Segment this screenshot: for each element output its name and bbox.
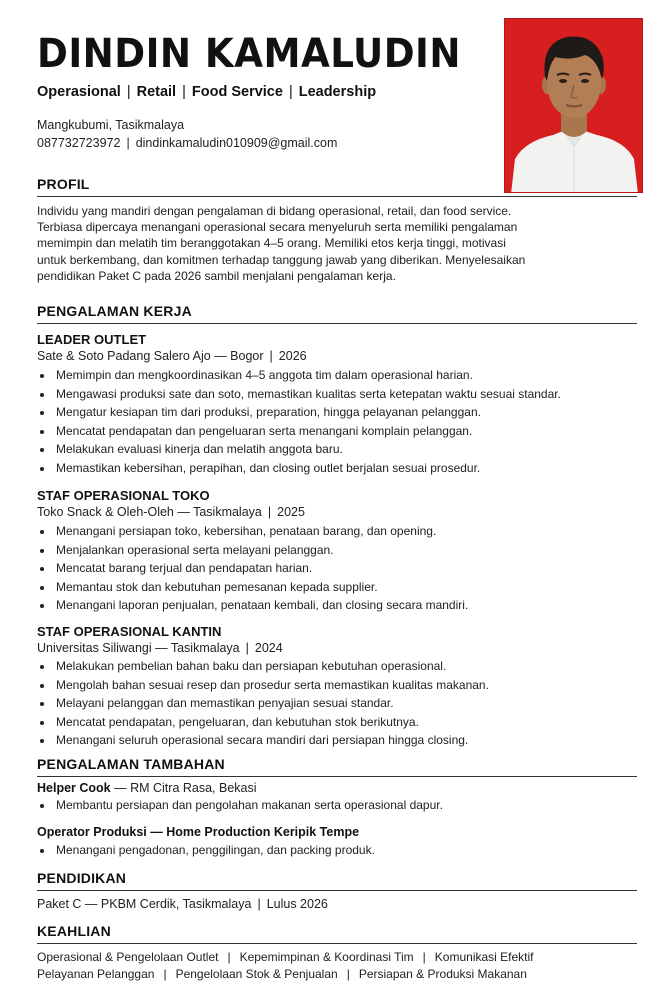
email-address: dindinkamaludin010909@gmail.com [135, 136, 338, 150]
candidate-name: DINDIN KAMALUDIN [37, 31, 461, 77]
list-item: Membantu persiapan dan pengolahan makanan serta operasional dapur. [37, 796, 443, 815]
location: Mangkubumi, Tasikmalaya [37, 118, 185, 132]
profile-line: memimpin dan melatih tim beranggotakan 4–5 orang. Memiliki etos kerja tinggi, motivasi [37, 236, 506, 251]
list-item: Mengatur kesiapan tim dari produksi, preparation, hingga pelayanan pelanggan. [37, 403, 561, 422]
role-item: Operasional [37, 84, 121, 100]
list-item: Mencatat pendapatan dan pengeluaran serta menangani komplain pelanggan. [37, 422, 561, 441]
extra-duties [37, 796, 443, 815]
job-year: 2025 [277, 505, 305, 519]
job-year: 2026 [278, 349, 307, 363]
section-title-skills: KEAHLIAN [37, 923, 637, 944]
extra-duties [37, 841, 375, 860]
education-line [37, 897, 328, 911]
extra-role: Operator Produksi — Home Production Keripik Tempe [37, 825, 360, 839]
list-item: Menangani laporan penjualan, penataan kembali, dan closing secara mandiri. [37, 596, 468, 615]
section-title-profil: PROFIL [37, 176, 637, 197]
skill-item: Komunikasi Efektif [434, 950, 534, 964]
job-company-line [37, 641, 283, 655]
list-item: Mencatat pendapatan, pengeluaran, dan kebutuhan stok berikutnya. [37, 713, 489, 732]
profile-line: untuk berkembang, dan komitmen terhadap tanggung jawab yang diberikan. Menyelesaikan [37, 252, 526, 267]
divider: | [227, 950, 231, 964]
divider: | [267, 505, 272, 519]
divider: | [346, 967, 350, 981]
list-item: Memantau stok dan kebutuhan pemesanan kepada supplier. [37, 578, 468, 597]
role-item: Retail [136, 84, 177, 100]
divider: | [288, 84, 293, 100]
job-company-line [37, 349, 307, 363]
education-status: Lulus 2026 [266, 897, 328, 911]
list-item: Mencatat barang terjual dan pendapatan harian. [37, 559, 468, 578]
divider: | [269, 349, 273, 363]
job-company: Sate & Soto Padang Salero Ajo — Bogor [37, 349, 264, 363]
divider: | [126, 136, 130, 150]
job-position: LEADER OUTLET [37, 332, 147, 347]
job-duties [37, 657, 489, 750]
skill-item: Persiapan & Produksi Makanan [358, 967, 527, 981]
profile-summary [37, 203, 547, 284]
portrait-illustration [505, 19, 643, 193]
list-item: Melayani pelanggan dan memastikan penyajian sesuai standar. [37, 694, 489, 713]
list-item: Melakukan pembelian bahan baku dan persiapan kebutuhan operasional. [37, 657, 489, 676]
job-company: Toko Snack & Oleh-Oleh — Tasikmalaya [37, 505, 262, 519]
role-item: Food Service [191, 84, 283, 100]
list-item: Memimpin dan mengkoordinasikan 4–5 anggota tim dalam operasional harian. [37, 366, 561, 385]
job-position: STAF OPERASIONAL KANTIN [37, 624, 222, 639]
extra-role: Helper Cook [37, 781, 111, 795]
extra-role-line [37, 781, 257, 795]
list-item: Menangani pengadonan, penggilingan, dan packing produk. [37, 841, 375, 860]
extra-place: — RM Citra Rasa, Bekasi [110, 781, 257, 795]
skills-row [37, 967, 527, 981]
skill-item: Operasional & Pengelolaan Outlet [37, 950, 219, 964]
list-item: Menjalankan operasional serta melayani pelanggan. [37, 541, 468, 560]
list-item: Melakukan evaluasi kinerja dan melatih anggota baru. [37, 440, 561, 459]
job-year: 2024 [254, 641, 283, 655]
list-item: Memastikan kebersihan, perapihan, dan closing outlet berjalan sesuai prosedur. [37, 459, 561, 478]
extra-role-line [37, 825, 359, 839]
list-item: Menangani seluruh operasional secara mandiri dari persiapan hingga closing. [37, 731, 489, 750]
list-item: Mengolah bahan sesuai resep dan prosedur serta memastikan kualitas makanan. [37, 676, 489, 695]
divider: | [126, 84, 131, 100]
profile-line: pendidikan Paket C pada 2026 sambil menjalani pengalaman kerja. [37, 268, 396, 283]
divider: | [422, 950, 426, 964]
phone-number: 087732723972 [37, 136, 121, 150]
education-school: Paket C — PKBM Cerdik, Tasikmalaya [37, 897, 252, 911]
profile-line: Individu yang mandiri dengan pengalaman di bidang operasional, retail, dan food service. [37, 204, 512, 218]
profile-line: Terbiasa dipercaya menangani operasional secara menyeluruh serta memiliki pengalaman [37, 220, 518, 235]
skill-item: Kepemimpinan & Koordinasi Tim [239, 950, 414, 964]
profile-photo [504, 18, 643, 193]
divider: | [257, 897, 261, 911]
job-company: Universitas Siliwangi — Tasikmalaya [37, 641, 240, 655]
section-title-extra: PENGALAMAN TAMBAHAN [37, 756, 637, 777]
job-duties [37, 522, 468, 615]
contact-line [37, 136, 337, 150]
role-list [37, 84, 376, 100]
job-company-line [37, 505, 305, 519]
skill-item: Pengelolaan Stok & Penjualan [175, 967, 338, 981]
divider: | [182, 84, 186, 100]
job-duties [37, 366, 561, 477]
section-title-experience: PENGALAMAN KERJA [37, 303, 637, 324]
skill-item: Pelayanan Pelanggan [37, 967, 155, 981]
role-item: Leadership [298, 84, 377, 100]
list-item: Menangani persiapan toko, kebersihan, penataan barang, dan opening. [37, 522, 468, 541]
job-position: STAF OPERASIONAL TOKO [37, 488, 210, 503]
divider: | [245, 641, 249, 655]
skills-row [37, 950, 534, 964]
divider: | [163, 967, 167, 981]
list-item: Mengawasi produksi sate dan soto, memastikan kualitas serta ketepatan waktu sesuai standar. [37, 385, 561, 404]
section-title-education: PENDIDIKAN [37, 870, 637, 891]
